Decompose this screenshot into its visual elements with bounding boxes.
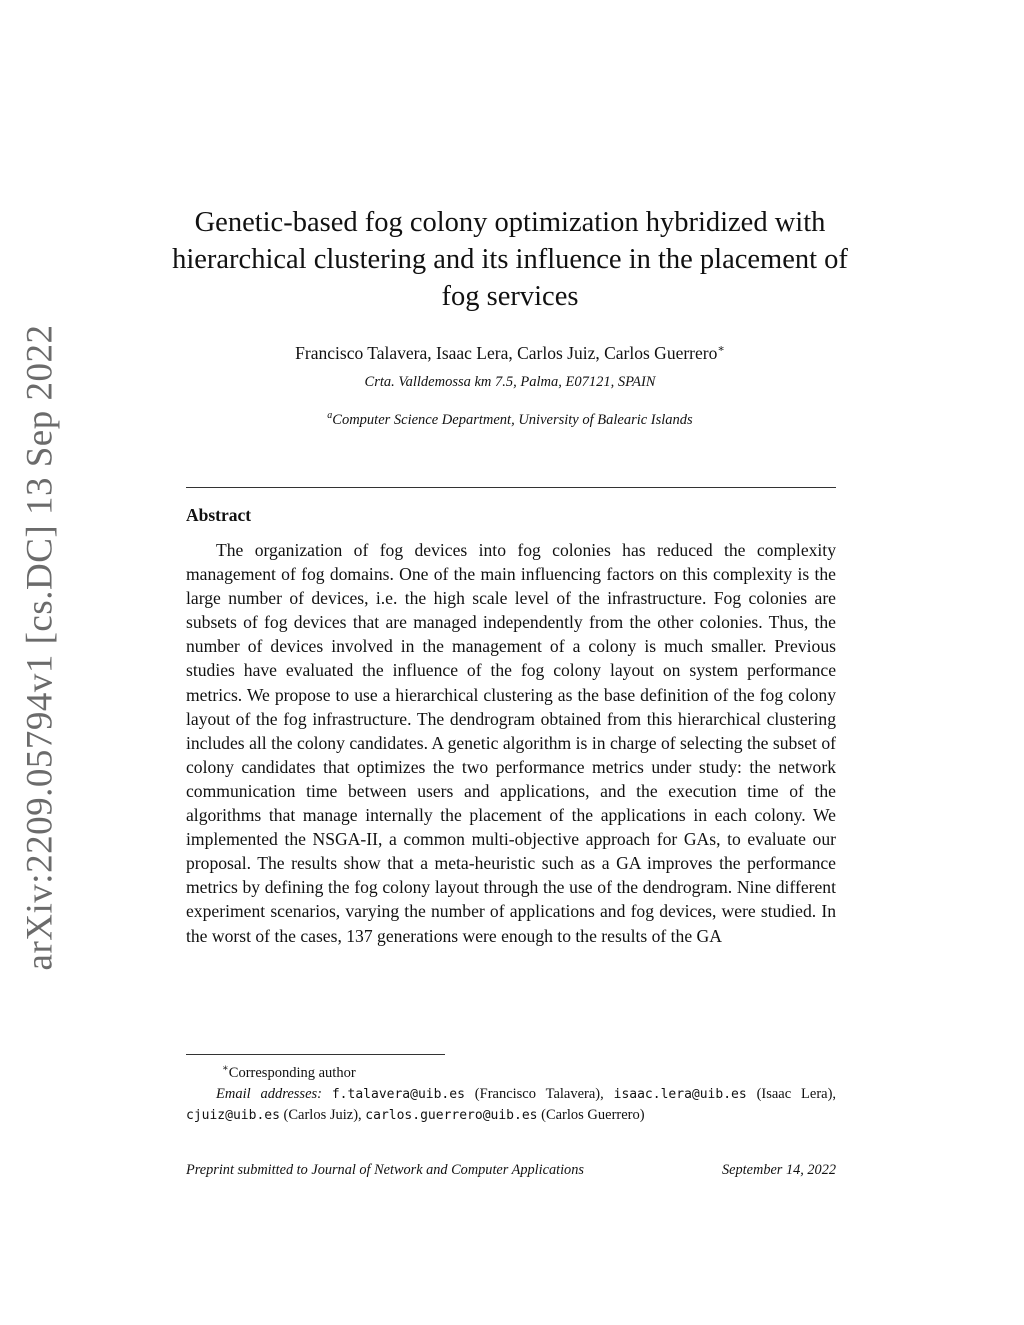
email-link[interactable]: f.talavera@uib.es bbox=[331, 1086, 465, 1102]
postal-address: Crta. Valldemossa km 7.5, Palma, E07121, SPAIN bbox=[364, 374, 656, 390]
arxiv-stamp bbox=[19, 324, 61, 970]
email-link[interactable]: isaac.lera@uib.es bbox=[613, 1086, 747, 1102]
author-list bbox=[160, 342, 860, 364]
footnote-mark: ∗ bbox=[222, 1063, 229, 1074]
abstract-top-rule bbox=[186, 487, 836, 488]
preprint-date: September 14, 2022 bbox=[722, 1162, 836, 1178]
email-owner: (Francisco Talavera), bbox=[474, 1085, 604, 1102]
preprint-footer bbox=[186, 1162, 836, 1179]
email-link[interactable]: carlos.guerrero@uib.es bbox=[365, 1107, 538, 1123]
author-names: Francisco Talavera, Isaac Lera, Carlos Juiz, Carlos Guerrero bbox=[295, 342, 718, 363]
email-label: Email addresses: bbox=[216, 1085, 322, 1102]
email-addresses-note bbox=[186, 1084, 836, 1126]
footnote-rule bbox=[186, 1054, 445, 1055]
email-owner: (Carlos Juiz), bbox=[283, 1106, 362, 1123]
email-owner: (Isaac Lera), bbox=[756, 1085, 837, 1102]
corresponding-author-label: Corresponding author bbox=[228, 1064, 356, 1081]
arxiv-id: arXiv:2209.05794v1 [cs.DC] 13 Sep 2022 bbox=[19, 324, 61, 970]
abstract-heading: Abstract bbox=[186, 505, 252, 525]
email-owner: (Carlos Guerrero) bbox=[541, 1106, 645, 1123]
corresponding-mark: ∗ bbox=[717, 343, 725, 355]
footnotes bbox=[186, 1058, 836, 1126]
affiliation bbox=[160, 410, 860, 429]
corresponding-author-note bbox=[186, 1058, 836, 1084]
paper-title: Genetic-based fog colony optimization hybridized with hierarchical clustering and its influence in the placement of fog services bbox=[172, 207, 848, 312]
affiliation-text: Computer Science Department, University of Balearic Islands bbox=[332, 411, 693, 428]
preprint-journal: Preprint submitted to Journal of Network and Computer Applications bbox=[186, 1162, 584, 1178]
abstract-body: The organization of fog devices into fog colonies has reduced the complexity management of fog domains. One of the main influencing factors on this complexity is the large number of devices, i.e. the high scale level of the infrastructure. Fog colonies are subsets of fog devices that are managed independently from the other colonies. Thus, the number of devices involved in the management of a colony is much smaller. Previous studies have evaluated the influence of the fog colony layout on system performance metrics. We propose to use a hierarchical clustering as the base definition of the fog colony layout of the fog infrastructure. The dendrogram obtained from this hierarchical clustering includes all the colony candidates. A genetic algorithm is in charge of selecting the subset of colony candidates that optimizes the two performance metrics under study: the network communication time between users and applications, and the execution time of the algorithms that manage internally the placement of the applications in each colony. We implemented the NSGA-II, a common multi-objective approach for GAs, to evaluate our proposal. The results show that a meta-heuristic such as a GA improves the performance metrics by defining the fog colony layout through the use of the dendrogram. Nine different experiment scenarios, varying the number of applications and fog devices, were studied. In the worst of the cases, 137 generations were enough to the results of the GA bbox=[186, 540, 836, 946]
affiliation-mark: a bbox=[327, 410, 333, 421]
email-link[interactable]: cjuiz@uib.es bbox=[186, 1107, 280, 1123]
